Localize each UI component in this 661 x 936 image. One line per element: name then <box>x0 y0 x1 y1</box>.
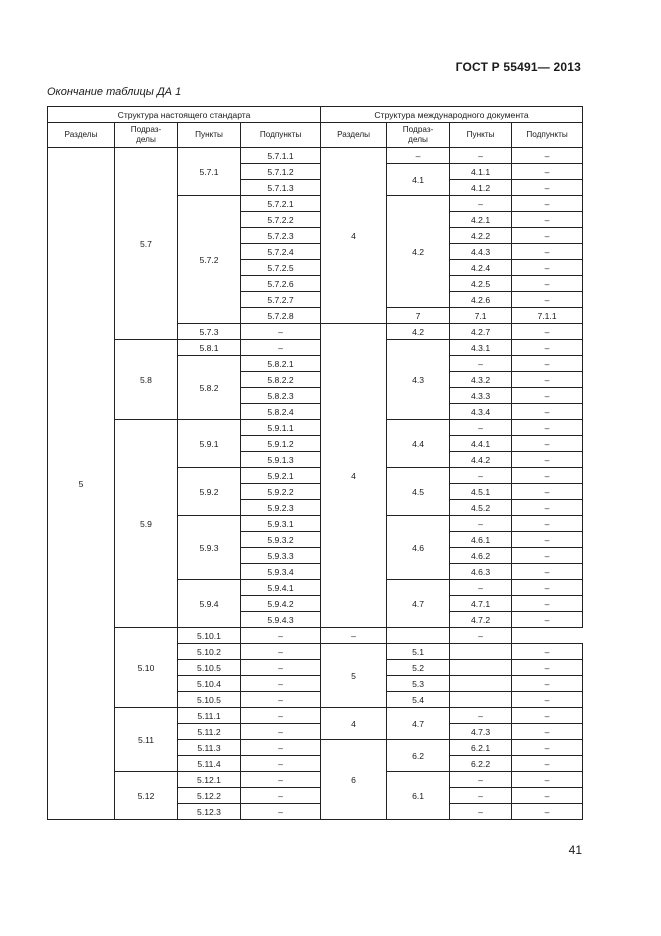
column-header: Разделы <box>48 123 115 148</box>
table-cell: – <box>512 196 583 212</box>
table-cell: 5.11.2 <box>178 724 241 740</box>
table-cell: 4.7.1 <box>450 596 512 612</box>
table-cell: 5.8 <box>115 340 178 420</box>
table-cell: – <box>512 276 583 292</box>
table-cell: 5.7.1.2 <box>241 164 321 180</box>
standard-designation: ГОСТ Р 55491— 2013 <box>455 60 581 74</box>
column-header: Разделы <box>321 123 387 148</box>
table-cell: 5.8.2.1 <box>241 356 321 372</box>
table-cell: – <box>512 484 583 500</box>
table-cell: – <box>512 532 583 548</box>
table-cell: 4.7 <box>387 708 450 740</box>
table-cell: – <box>512 580 583 596</box>
table-cell: 5.11.4 <box>178 756 241 772</box>
table-cell: – <box>512 564 583 580</box>
table-cell: – <box>512 612 583 628</box>
table-cell: – <box>512 436 583 452</box>
table-cell: – <box>387 148 450 164</box>
group-header-row <box>48 107 583 123</box>
table-cell: – <box>512 676 583 692</box>
table-cell: – <box>450 804 512 820</box>
column-header: Подраз- делы <box>387 123 450 148</box>
table-cell: – <box>450 628 512 644</box>
table-cell: 4.3.1 <box>450 340 512 356</box>
table-cell: – <box>512 356 583 372</box>
table-cell: – <box>512 516 583 532</box>
table-cell: 4.2 <box>387 196 450 308</box>
table-body <box>48 148 583 820</box>
table-cell: – <box>512 644 583 660</box>
table-cell: – <box>450 788 512 804</box>
table-cell: 5.3 <box>387 676 450 692</box>
table-cell: 5.12.2 <box>178 788 241 804</box>
table-cell: 5.9.4.3 <box>241 612 321 628</box>
table-row <box>48 772 583 788</box>
table-cell: – <box>241 324 321 340</box>
table-cell: 5.10.2 <box>178 644 241 660</box>
table-cell: – <box>450 420 512 436</box>
table-cell <box>450 676 512 692</box>
table-cell: – <box>512 340 583 356</box>
table-cell: 5.9.4.1 <box>241 580 321 596</box>
table-cell: 4.6.3 <box>450 564 512 580</box>
table-cell: – <box>512 804 583 820</box>
table-cell: – <box>450 772 512 788</box>
table-cell: – <box>241 772 321 788</box>
table-cell: 5.7.2.3 <box>241 228 321 244</box>
table-cell: 5.9.2.3 <box>241 500 321 516</box>
table-cell: 5.1 <box>387 644 450 660</box>
table-cell: 6.1 <box>387 772 450 820</box>
table-cell: – <box>512 260 583 276</box>
table-cell: 4.6 <box>387 516 450 580</box>
table-cell: 7 <box>387 308 450 324</box>
table-cell: 5.9.2.2 <box>241 484 321 500</box>
table-cell: 4.1 <box>387 164 450 196</box>
table-cell: – <box>241 676 321 692</box>
table-cell: – <box>512 772 583 788</box>
table-cell: – <box>241 340 321 356</box>
table-cell: 5.9.2 <box>178 468 241 516</box>
table-cell: – <box>512 388 583 404</box>
table-cell: – <box>512 420 583 436</box>
group-header-right: Структура международного документа <box>321 107 583 123</box>
column-header: Пункты <box>450 123 512 148</box>
table-cell: – <box>450 580 512 596</box>
table-cell: 5.2 <box>387 660 450 676</box>
table-cell: – <box>512 756 583 772</box>
table-cell <box>387 628 450 644</box>
table-cell: – <box>512 292 583 308</box>
table-cell: 5.9.4 <box>178 580 241 628</box>
column-header: Подпункты <box>241 123 321 148</box>
table-cell: 6 <box>321 740 387 820</box>
table-cell: 4.7.2 <box>450 612 512 628</box>
table-cell <box>450 644 512 660</box>
table-cell: – <box>450 148 512 164</box>
table-cell: – <box>512 708 583 724</box>
table-cell: – <box>450 196 512 212</box>
table-cell: 5.8.1 <box>178 340 241 356</box>
table-caption: Окончание таблицы ДА 1 <box>47 86 182 98</box>
table-cell: 4.3 <box>387 340 450 420</box>
column-header-row <box>48 123 583 148</box>
table-cell: – <box>321 628 387 644</box>
table-cell: 4.6.2 <box>450 548 512 564</box>
table-cell: 5.4 <box>387 692 450 708</box>
table-cell: 4.4.2 <box>450 452 512 468</box>
table-cell: – <box>512 692 583 708</box>
table-row <box>48 340 583 356</box>
table-cell: 5.9.1.1 <box>241 420 321 436</box>
table-cell: 4.5.2 <box>450 500 512 516</box>
table-cell: 5.7.2.4 <box>241 244 321 260</box>
table-cell: 5.9 <box>115 420 178 628</box>
table-cell: 5.7.2.1 <box>241 196 321 212</box>
table-cell: 5.7 <box>115 148 178 340</box>
table-cell: – <box>512 500 583 516</box>
table-cell: 5.9.1.2 <box>241 436 321 452</box>
table-cell: 5.9.3.3 <box>241 548 321 564</box>
table-cell: 5.7.1.1 <box>241 148 321 164</box>
table-cell: 5.7.2.8 <box>241 308 321 324</box>
table-cell: 5.9.3.2 <box>241 532 321 548</box>
table-cell: 5 <box>48 148 115 820</box>
table-cell: 7.1 <box>450 308 512 324</box>
table-cell: – <box>512 180 583 196</box>
table-cell: 4.4 <box>387 420 450 468</box>
table-cell: – <box>512 788 583 804</box>
table-cell: – <box>512 164 583 180</box>
table-cell: 5.7.2.5 <box>241 260 321 276</box>
table-cell: 4.6.1 <box>450 532 512 548</box>
table-cell: 5.9.1 <box>178 420 241 468</box>
table-cell: 5.9.2.1 <box>241 468 321 484</box>
table-cell: – <box>241 644 321 660</box>
table-cell: 5.9.1.3 <box>241 452 321 468</box>
table-cell: – <box>512 228 583 244</box>
table-cell: – <box>450 708 512 724</box>
table-cell: 4.2.2 <box>450 228 512 244</box>
table-cell: 5.9.3.1 <box>241 516 321 532</box>
table-cell: 5.11.1 <box>178 708 241 724</box>
table-cell: – <box>241 660 321 676</box>
table-cell: – <box>241 692 321 708</box>
table-cell: 5.9.3 <box>178 516 241 580</box>
table-cell: 4.2.6 <box>450 292 512 308</box>
table-cell: 5.7.1.3 <box>241 180 321 196</box>
group-header-left: Структура настоящего стандарта <box>48 107 321 123</box>
table-cell: 5.10.5 <box>178 660 241 676</box>
table-cell: 4 <box>321 708 387 740</box>
table-cell: 7.1.1 <box>512 308 583 324</box>
table-cell: 4.1.2 <box>450 180 512 196</box>
column-header: Пункты <box>178 123 241 148</box>
table-cell: 5.12 <box>115 772 178 820</box>
table-cell: 5.10.5 <box>178 692 241 708</box>
table-cell: 4 <box>321 148 387 324</box>
table-cell: 4.4.3 <box>450 244 512 260</box>
table-cell: 5.7.3 <box>178 324 241 340</box>
table-cell: – <box>450 516 512 532</box>
table-cell: – <box>512 372 583 388</box>
table-cell: – <box>241 628 321 644</box>
table-cell: 4.5.1 <box>450 484 512 500</box>
table-cell: 5.11.3 <box>178 740 241 756</box>
table-cell: 4.2.4 <box>450 260 512 276</box>
table-cell: 5.9.4.2 <box>241 596 321 612</box>
table-cell: – <box>512 468 583 484</box>
table-cell <box>450 660 512 676</box>
table-cell: 6.2.1 <box>450 740 512 756</box>
table-row <box>48 148 583 164</box>
table-cell: 5.7.2.6 <box>241 276 321 292</box>
table-cell: – <box>512 148 583 164</box>
table-cell: – <box>512 452 583 468</box>
table-cell: – <box>512 548 583 564</box>
table-cell: 5.7.2.7 <box>241 292 321 308</box>
table-cell: 5.7.2 <box>178 196 241 324</box>
table-cell: 5.8.2.4 <box>241 404 321 420</box>
table-cell: – <box>512 660 583 676</box>
table-cell: 5.8.2.3 <box>241 388 321 404</box>
table-cell: 5.12.1 <box>178 772 241 788</box>
table-cell: 4.2.7 <box>450 324 512 340</box>
table-cell: – <box>512 404 583 420</box>
table-cell: – <box>512 324 583 340</box>
table-cell: 5.12.3 <box>178 804 241 820</box>
column-header: Подраз- делы <box>115 123 178 148</box>
table-cell: – <box>512 724 583 740</box>
page-number: 41 <box>568 843 582 857</box>
table-cell: 5.11 <box>115 708 178 772</box>
table-cell: 5.7.2.2 <box>241 212 321 228</box>
table-cell: – <box>241 740 321 756</box>
table-cell: 4.3.3 <box>450 388 512 404</box>
table-cell: – <box>241 756 321 772</box>
table-cell: 5.8.2.2 <box>241 372 321 388</box>
table-cell: 5.8.2 <box>178 356 241 420</box>
table-cell: 4.1.1 <box>450 164 512 180</box>
table-row <box>48 628 583 644</box>
table-cell: 4.7.3 <box>450 724 512 740</box>
table-cell: 5 <box>321 644 387 708</box>
table-cell: 5.9.3.4 <box>241 564 321 580</box>
table-cell: 4 <box>321 324 387 628</box>
table-cell: – <box>512 740 583 756</box>
table-cell: 5.7.1 <box>178 148 241 196</box>
table-cell: 4.2.5 <box>450 276 512 292</box>
table-row <box>48 708 583 724</box>
table-cell: 4.2 <box>387 324 450 340</box>
table-cell: – <box>512 212 583 228</box>
table-cell: 4.5 <box>387 468 450 516</box>
table-cell: 4.4.1 <box>450 436 512 452</box>
table-cell: 5.10 <box>115 628 178 708</box>
table-cell: – <box>241 724 321 740</box>
correspondence-table <box>47 106 583 820</box>
table-cell: 4.7 <box>387 580 450 628</box>
table-cell <box>450 692 512 708</box>
table-cell: – <box>450 468 512 484</box>
table-cell: 5.10.1 <box>178 628 241 644</box>
table-cell: 5.10.4 <box>178 676 241 692</box>
table-cell: – <box>512 596 583 612</box>
table-cell: – <box>450 356 512 372</box>
table-row <box>48 420 583 436</box>
table-cell: – <box>241 804 321 820</box>
table-cell: 6.2 <box>387 740 450 772</box>
table-cell: 4.3.2 <box>450 372 512 388</box>
table-cell: 4.2.1 <box>450 212 512 228</box>
column-header: Подпункты <box>512 123 583 148</box>
table-cell: – <box>512 244 583 260</box>
table-cell: – <box>241 788 321 804</box>
table-cell: 4.3.4 <box>450 404 512 420</box>
table-cell: – <box>241 708 321 724</box>
table-cell: 6.2.2 <box>450 756 512 772</box>
